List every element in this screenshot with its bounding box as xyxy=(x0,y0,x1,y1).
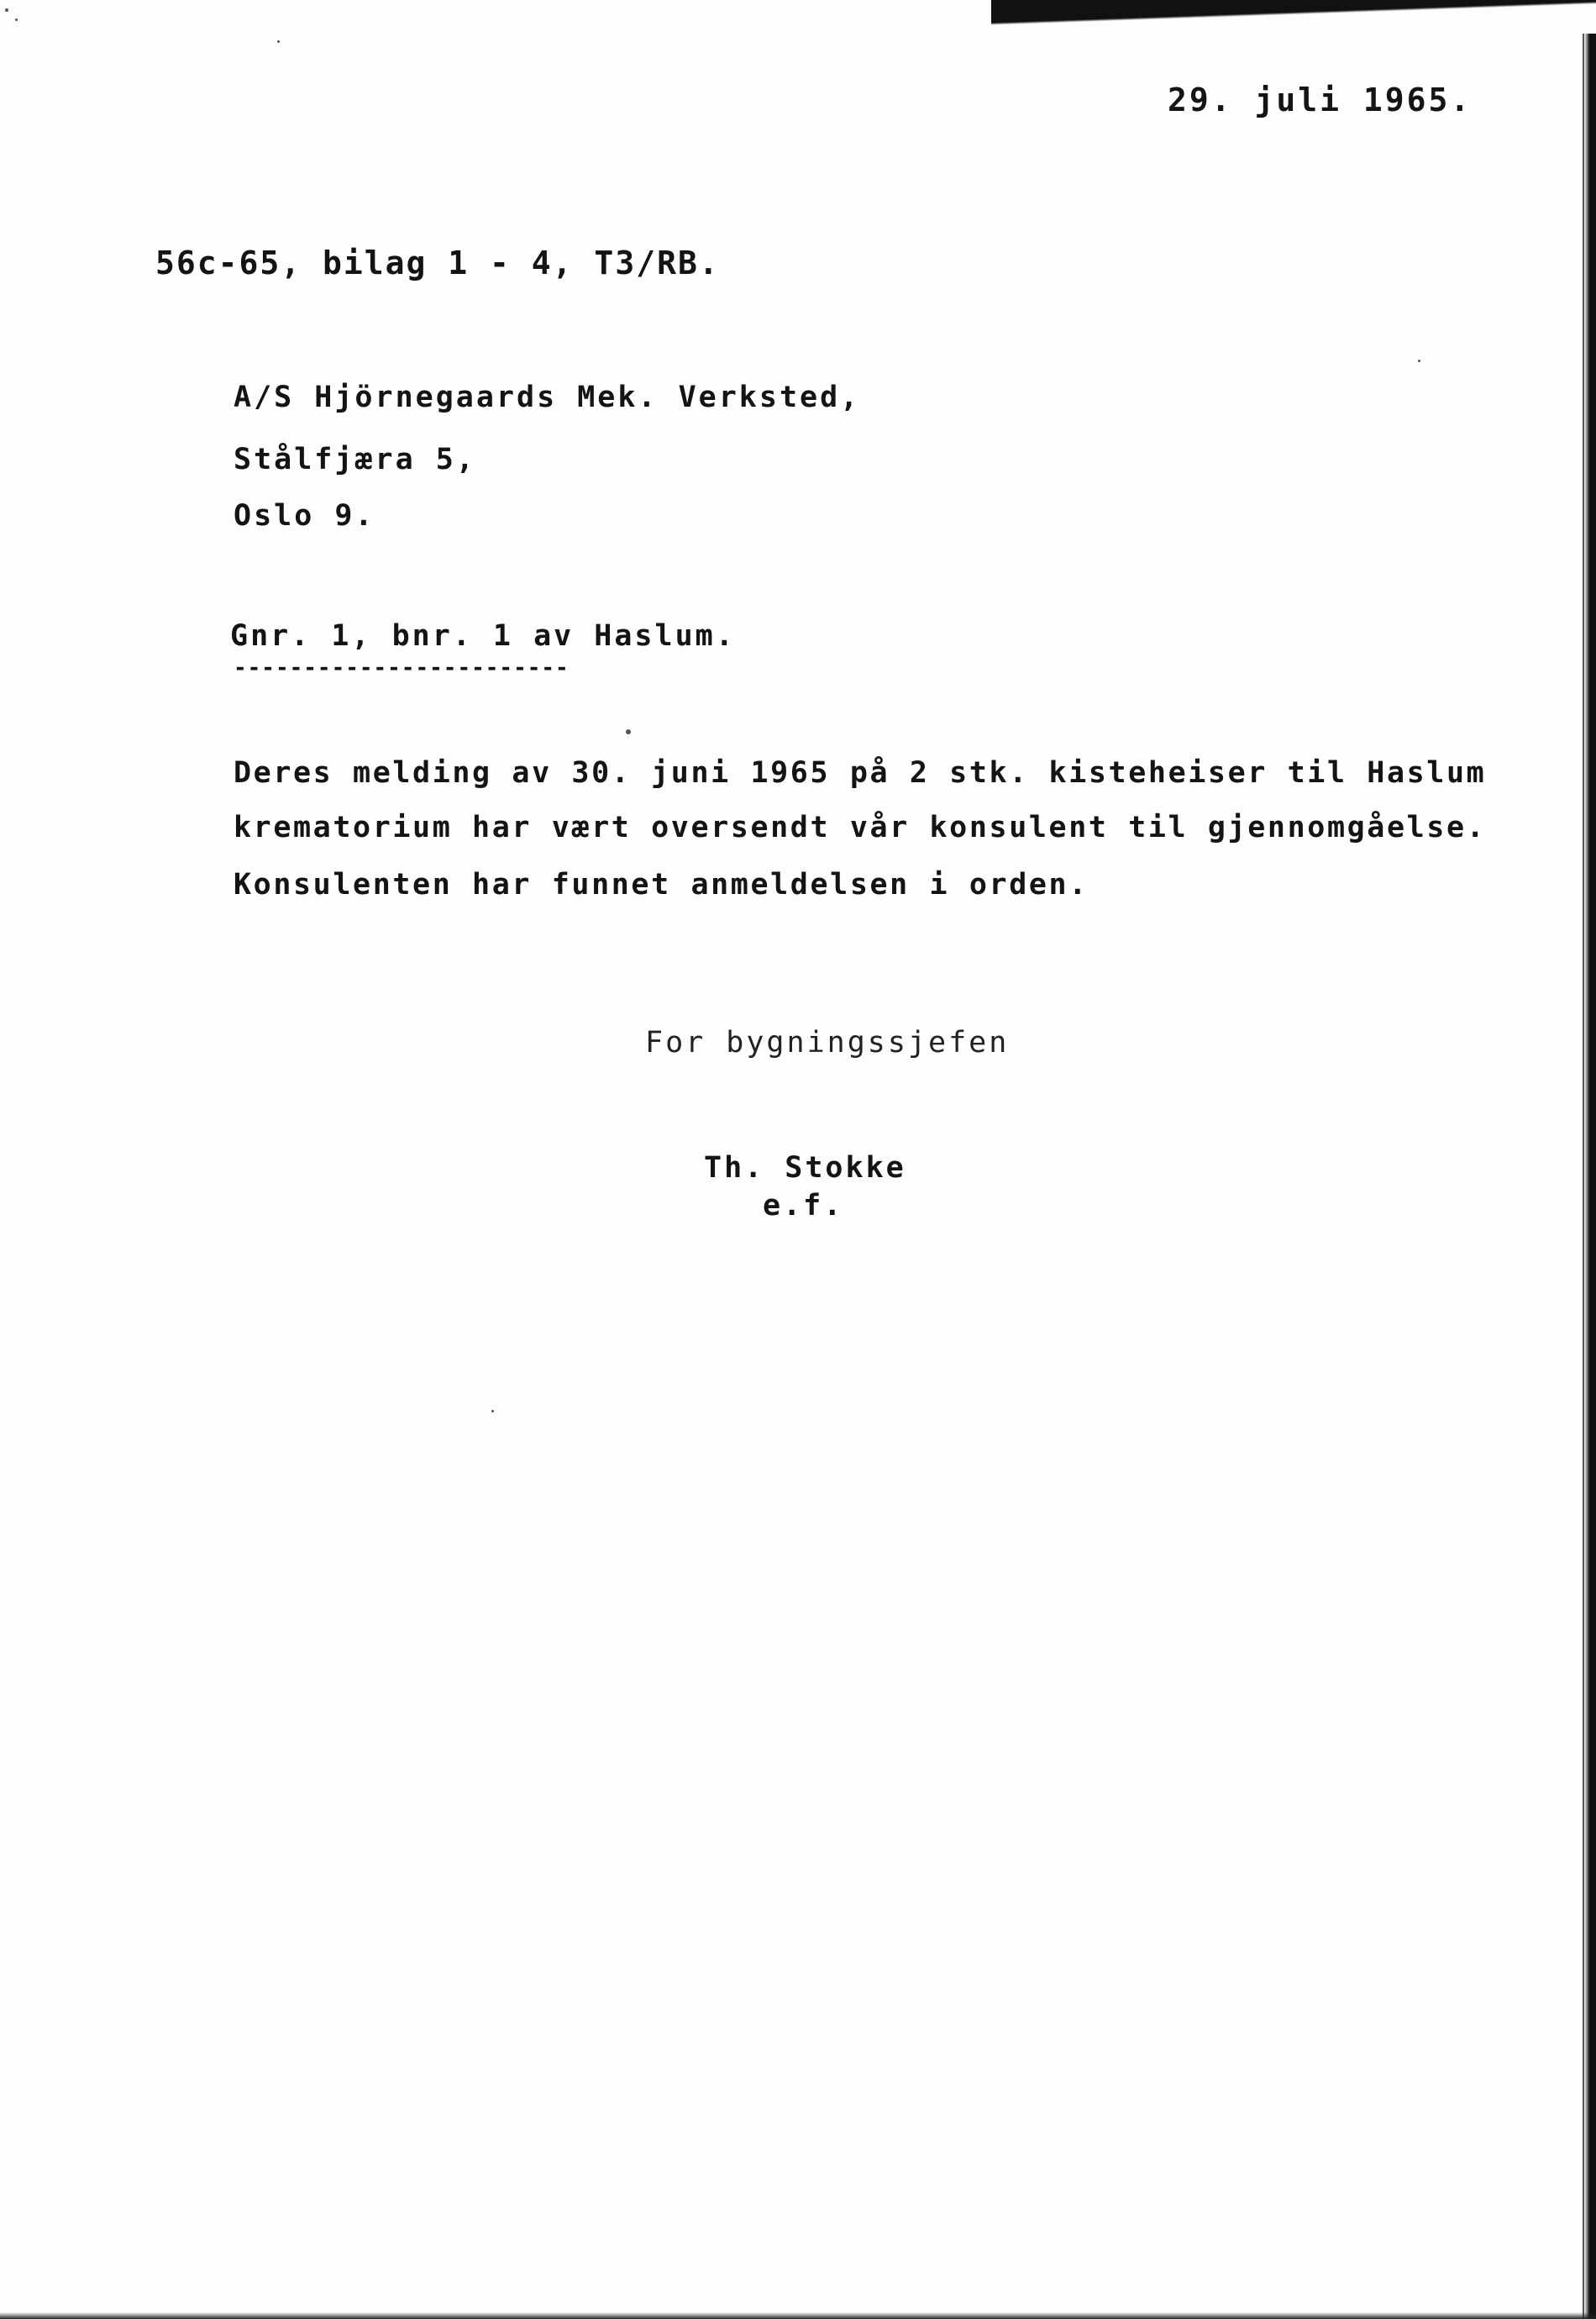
scan-edge-right-line xyxy=(1583,34,1584,2319)
scan-edge-bottom xyxy=(0,2312,1596,2319)
scan-speck xyxy=(15,18,18,21)
scan-speck xyxy=(277,40,280,43)
body-line-2: krematorium har vært oversendt vår konsulent til gjennomgåelse. xyxy=(234,811,1487,844)
closing-line: For bygningssjefen xyxy=(645,1026,1010,1060)
recipient-city: Oslo 9. xyxy=(234,499,375,533)
scan-speck xyxy=(626,729,631,734)
subject-underline: ------------------------ xyxy=(234,655,570,681)
recipient-name: A/S Hjörnegaards Mek. Verksted, xyxy=(234,381,861,414)
scan-speck xyxy=(5,8,8,12)
signature-name: Th. Stokke xyxy=(704,1151,906,1185)
scan-edge-top xyxy=(991,0,1596,39)
reference-number: 56c-65, bilag 1 - 4, T3/RB. xyxy=(155,245,720,281)
body-line-1: Deres melding av 30. juni 1965 på 2 stk. kisteheiser til Haslum xyxy=(234,756,1487,790)
scan-edge-right xyxy=(1584,34,1596,2319)
subject-line: Gnr. 1, bnr. 1 av Haslum. xyxy=(230,619,736,653)
body-line-3: Konsulenten har funnet anmeldelsen i orden. xyxy=(234,868,1089,902)
letter-date: 29. juli 1965. xyxy=(1168,82,1473,118)
scan-speck xyxy=(491,1410,494,1412)
recipient-street: Stålfjæra 5, xyxy=(234,443,476,476)
scan-speck xyxy=(1418,360,1420,362)
signature-suffix: e.f. xyxy=(763,1189,844,1223)
